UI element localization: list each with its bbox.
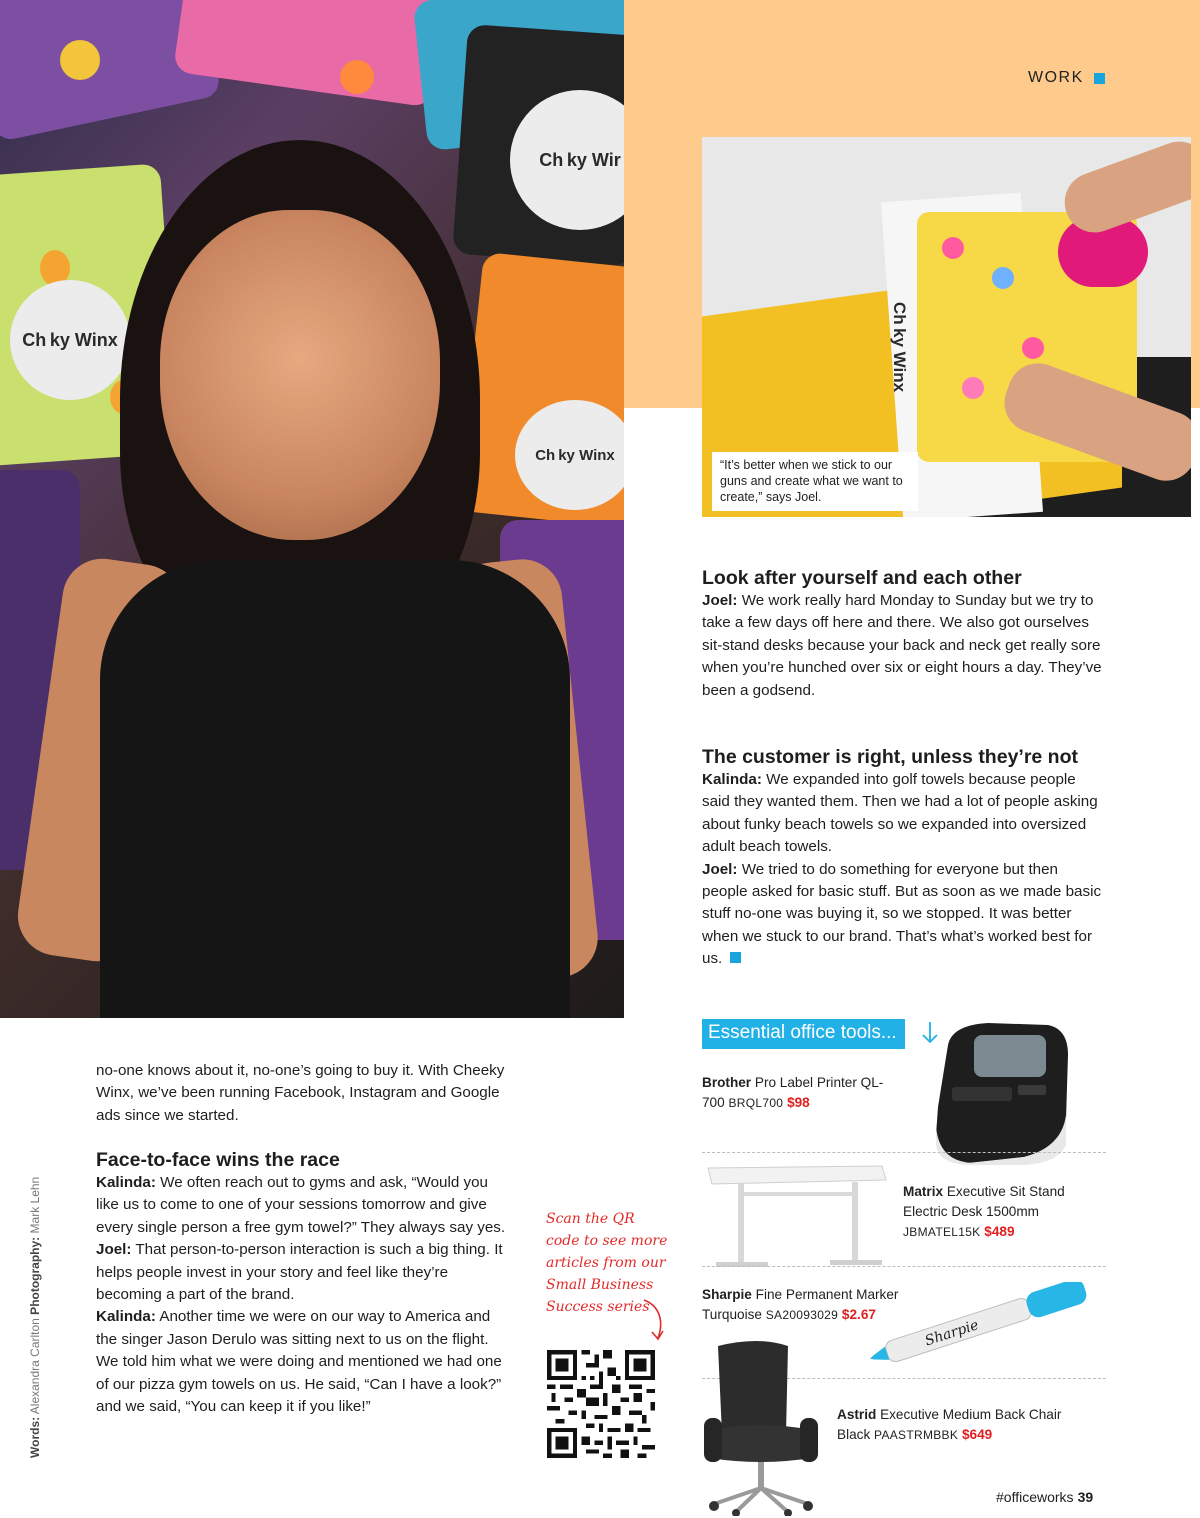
standing-desk-image (702, 1162, 888, 1274)
speaker-label: Joel: (96, 1241, 132, 1259)
scan-note-line: Small Business (546, 1277, 654, 1293)
marker-brand-text: Sharpie (922, 1317, 981, 1350)
tools-banner: Essential office tools... (702, 1019, 905, 1049)
inset-brand-text: Ch ky Winx (890, 301, 910, 393)
hero-photo (0, 0, 624, 1018)
paragraph-text: We expanded into golf towels because people said they wanted them. Then we had a lot of people asking about funky beach towels so we expanded into oversized adult beach towels. (702, 771, 1098, 856)
product-code: PAASTRMBBK (874, 1428, 959, 1442)
section-tag (1028, 69, 1105, 87)
product-price: $489 (984, 1224, 1015, 1239)
footer-hashtag: #officeworks (996, 1489, 1074, 1505)
product-brand: Astrid (837, 1407, 877, 1422)
product-brand: Matrix (903, 1184, 944, 1199)
hero-logo-circle-3: Ch ky Winx (515, 400, 624, 510)
section-look-after-yourself (702, 566, 1102, 702)
speaker-label: Joel: (702, 860, 738, 878)
scan-note-line: Success series (546, 1299, 650, 1315)
scan-note-line: code to see more (546, 1233, 668, 1249)
product-price: $2.67 (841, 1307, 876, 1322)
speaker-label: Kalinda: (96, 1308, 156, 1326)
paragraph-text: We tried to do something for everyone but then people asked for basic stuff. But as soon as we made basic stuff no-one was buying it, so we stopped. It was better when we stuck to our brand. That’s what’s worked best for us. (702, 860, 1102, 968)
product-brand: Sharpie (702, 1287, 752, 1302)
paragraph-text: That person-to-person interaction is such a big thing. It helps people invest in your story and feel like they’re becoming a part of the brand. (96, 1241, 503, 1304)
page-number: 39 (1077, 1489, 1094, 1505)
paragraph (96, 1172, 508, 1239)
marker-image (862, 1282, 1098, 1362)
credit-words-label: Words: (28, 1416, 42, 1458)
speaker-label: Kalinda: (702, 771, 762, 788)
section-heading: Face-to-face wins the race (96, 1149, 340, 1171)
paragraph-text: no-one knows about it, no-one’s going to buy it. With Cheeky Winx, we’ve been running Facebook, Instagram and Google ads since we started. (96, 1062, 505, 1124)
scan-note-line: articles from our (546, 1255, 666, 1271)
section-label: WORK (1028, 69, 1084, 86)
hero-logo-circle-1: Ch ky Wir (510, 90, 624, 230)
hero-logo-circle-2: Ch ky Winx (10, 280, 130, 400)
section-square-icon (1094, 73, 1105, 84)
product-desc: Executive Medium Back Chair Black (837, 1407, 1062, 1442)
paragraph (702, 769, 1102, 859)
product-price: $649 (961, 1427, 993, 1442)
curved-arrow-icon (640, 1298, 670, 1344)
speaker-label: Joel: (702, 592, 738, 609)
product-sit-stand-desk[interactable] (903, 1182, 1103, 1242)
page-footer (996, 1489, 1093, 1505)
divider (702, 1152, 1106, 1153)
end-mark-icon (730, 952, 741, 963)
section-heading: Look after yourself and each other (702, 567, 1022, 589)
photo-credits (28, 1177, 42, 1458)
divider (702, 1266, 1106, 1267)
left-column-intro (96, 1060, 508, 1127)
product-code: JBMATEL15K (903, 1225, 981, 1239)
product-desc: Fine Permanent Marker Turquoise (702, 1287, 899, 1322)
qr-code[interactable] (547, 1350, 655, 1458)
credit-photo-label: Photography: (28, 1236, 42, 1315)
photo-caption: “It’s better when we stick to our guns and create what we want to create,” says Joel. (712, 452, 918, 511)
product-code: SA20093029 (765, 1308, 839, 1322)
speaker-label: Kalinda: (96, 1174, 156, 1191)
product-label-printer[interactable] (702, 1073, 902, 1113)
product-desc: Executive Sit Stand Electric Desk 1500mm (903, 1184, 1065, 1219)
product-code: BRQL700 (728, 1096, 784, 1110)
office-chair-image (700, 1338, 824, 1516)
paragraph-text: We work really hard Monday to Sunday but we try to take a few days off here and there. We also got ourselves sit-stand desks because your back and neck get really sore when you’re hunched over six or eight hours a day. They’ve been a godsend. (702, 592, 1102, 699)
section-face-to-face (96, 1148, 508, 1418)
paragraph (96, 1306, 508, 1418)
section-heading: The customer is right, unless they’re not (702, 746, 1078, 768)
paragraph (96, 1239, 508, 1306)
section-customer-is-right (702, 745, 1102, 971)
product-price: $98 (787, 1095, 810, 1110)
label-printer-image (928, 1015, 1074, 1165)
credit-words-name: Alexandra Carlton (28, 1318, 42, 1415)
product-office-chair[interactable] (837, 1405, 1067, 1445)
paragraph-text: We often reach out to gyms and ask, “Would you like us to come to one of your sessions tomorrow and give every single person a free gym towel?” They always say yes. (96, 1174, 506, 1236)
paragraph (702, 590, 1102, 702)
product-desc: Pro Label Printer QL-700 (702, 1075, 884, 1110)
paragraph-text: Another time we were on our way to America and the singer Jason Derulo was sitting next to us on the flight. We told him what we were doing and mentioned we had one of our pizza gym towels on us. He said, “Can I have a look?” and we said, “You can keep it if you like!” (96, 1308, 502, 1416)
paragraph (702, 859, 1102, 971)
product-brand: Brother (702, 1075, 752, 1090)
scan-note-line: Scan the QR (546, 1211, 635, 1227)
credit-photo-name: Mark Lehn (28, 1176, 42, 1234)
